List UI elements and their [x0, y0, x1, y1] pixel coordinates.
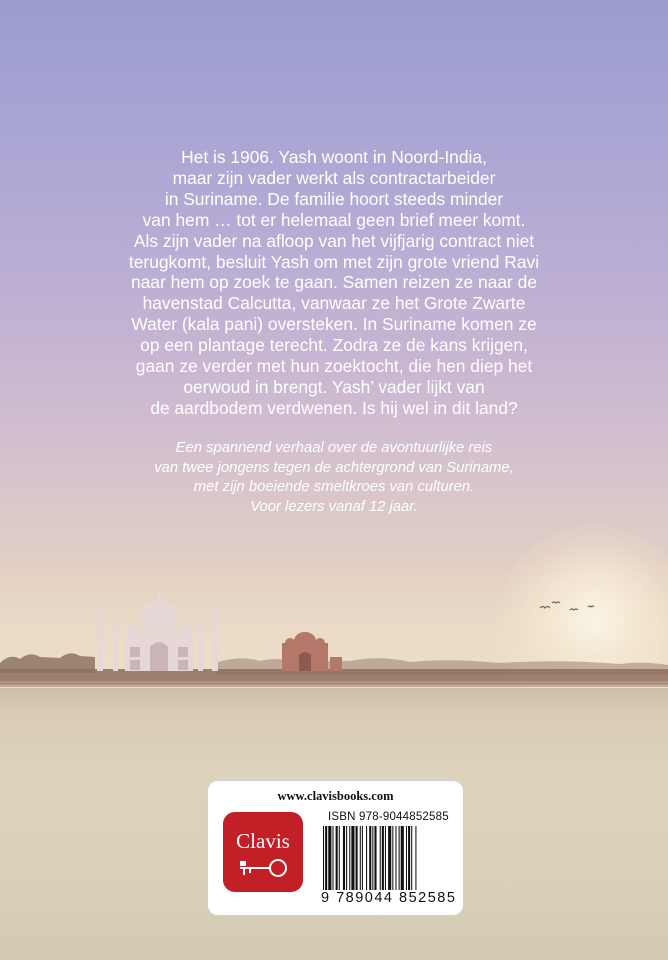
blurb-line: Het is 1906. Yash woont in Noord-India, — [181, 147, 487, 167]
barcode-digits: 9 789044 852585 — [321, 890, 457, 906]
barcode-panel — [207, 780, 464, 916]
key-icon — [238, 857, 290, 881]
barcode-bar — [392, 826, 393, 890]
blurb-line: van hem … tot er helemaal geen brief meer komt. — [142, 209, 526, 230]
publisher-website: www.clavisbooks.com — [277, 789, 394, 803]
barcode-bar — [415, 826, 416, 890]
barcode-bar — [380, 826, 381, 890]
barcode-bar — [351, 826, 354, 890]
blurb-line: gaan ze verder met hun zoektocht, die hen diep het — [135, 356, 533, 377]
barcode-bar — [336, 826, 338, 890]
tagline-line: Een spannend verhaal over de avontuurlijke reis — [175, 440, 493, 456]
barcode — [323, 826, 455, 890]
barcode-bar — [382, 826, 384, 890]
barcode-bar — [343, 826, 345, 890]
blurb-line: op een plantage terecht. Zodra ze de kans krijgen, — [140, 335, 528, 356]
tagline-line: met zijn boeiende smeltkroes van culturen. — [193, 479, 475, 495]
barcode-bar — [360, 826, 361, 890]
barcode-bar — [395, 826, 396, 890]
blurb-line: Als zijn vader na afloop van het vijfjarig contract niet — [133, 230, 535, 251]
barcode-bar — [323, 826, 324, 890]
barcode-bar — [349, 826, 350, 890]
blurb-line: in Suriname. De familie hoort steeds minder — [164, 188, 504, 209]
clavis-logo — [223, 812, 303, 892]
blurb-line: Water (kala pani) oversteken. In Suriname komen ze — [131, 314, 537, 335]
barcode-bar — [411, 826, 412, 890]
blurb-text — [100, 147, 568, 419]
barcode-bar — [346, 826, 347, 890]
isbn-label: ISBN 978-9044852585 — [328, 811, 449, 823]
blurb-line: de aardbodem verdwenen. Is hij wel in dit land? — [150, 397, 518, 418]
barcode-bar — [399, 826, 400, 890]
taj-mahal-skyline — [0, 585, 668, 695]
barcode-bar — [408, 826, 410, 890]
barcode-bar — [388, 826, 391, 890]
barcode-bar — [339, 826, 340, 890]
blurb-line: naar hem op zoek te gaan. Samen reizen ze naar de — [130, 272, 538, 293]
barcode-bar — [325, 826, 327, 890]
birds-icon — [540, 602, 594, 610]
barcode-bar — [328, 826, 331, 890]
barcode-bar — [362, 826, 363, 890]
barcode-bar — [332, 826, 333, 890]
blurb-line: oerwoud in brengt. Yash’ vader lijkt van — [183, 376, 485, 397]
blurb-line: maar zijn vader werkt als contractarbeider — [172, 167, 496, 188]
barcode-bar — [385, 826, 386, 890]
barcode-bar — [366, 826, 367, 890]
barcode-bar — [406, 826, 407, 890]
logo-wordmark: Clavis — [236, 829, 290, 853]
tagline-line: Voor lezers vanaf 12 jaar. — [250, 498, 418, 515]
barcode-bar — [401, 826, 404, 890]
tagline-line: van twee jongens tegen de achtergrond van Suriname, — [154, 459, 514, 476]
barcode-bar — [374, 826, 376, 890]
tagline-text — [90, 439, 578, 517]
blurb-line: havenstad Calcutta, vanwaar ze het Grote Zwarte — [142, 293, 526, 314]
barcode-bar — [369, 826, 371, 890]
blurb-line: terugkomt, besluit Yash om met zijn grote vriend Ravi — [128, 251, 540, 272]
barcode-bar — [356, 826, 358, 890]
barcode-bar — [372, 826, 373, 890]
